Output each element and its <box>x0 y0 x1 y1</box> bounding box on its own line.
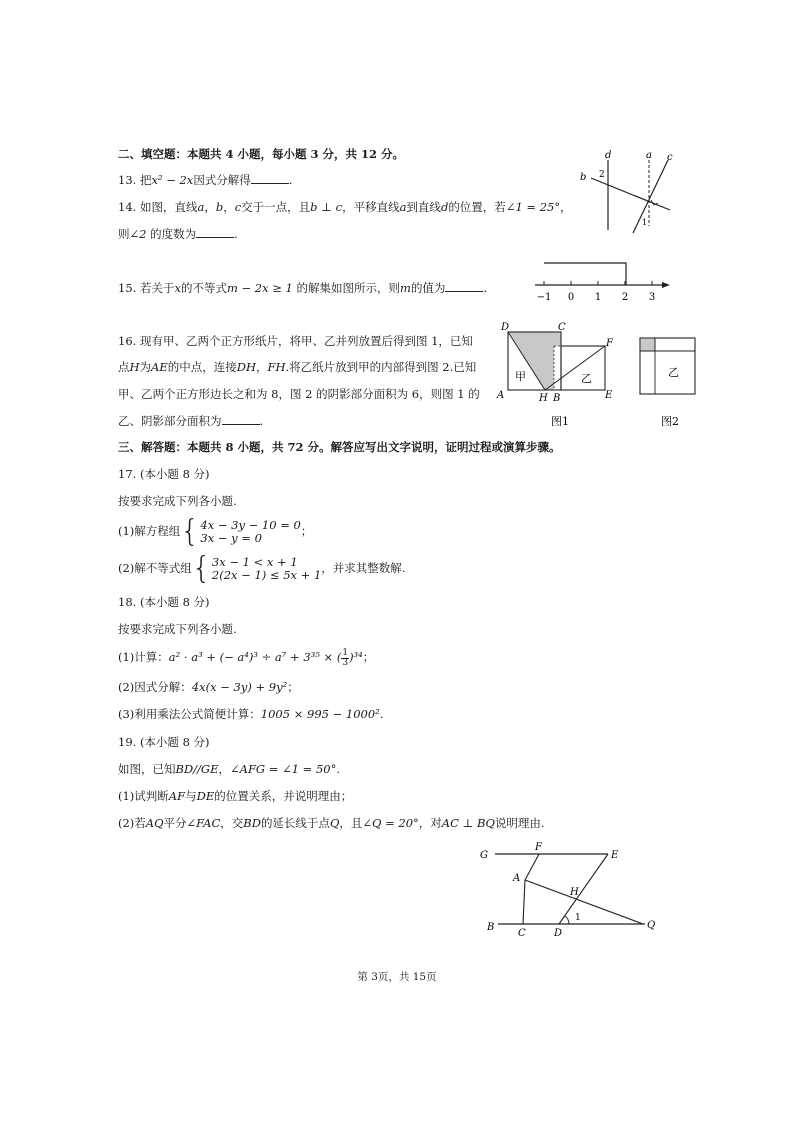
label-C: C <box>518 928 526 938</box>
inequality-system: { 3x − 1 < x + 1 2(2x − 1) ≤ 5x + 1 <box>191 551 322 586</box>
label-d: d <box>605 150 612 161</box>
label-D: D <box>501 322 510 333</box>
label-angle-1: 1 <box>575 913 581 923</box>
label-E: E <box>605 390 613 401</box>
page-footer: 第 3页，共 15页 <box>357 971 437 983</box>
answer-blank-16[interactable] <box>222 413 260 425</box>
answer-blank-13[interactable] <box>251 172 289 184</box>
question-14-line-2: 则∠2 的度数为 . <box>118 227 238 241</box>
question-19-heading: 19. (本小题 8 分) <box>118 735 210 749</box>
shaded-corner <box>640 338 655 351</box>
question-18-part-3: (3)利用乘法公式简便计算：1005 × 995 − 1000². <box>118 707 384 721</box>
label-yi: 乙 <box>581 372 592 385</box>
question-19-part-2: (2)若AQ平分∠FAC，交BD的延长线于点Q，且∠Q = 20°，对AC ⊥ BQ说明理由. <box>118 816 545 830</box>
angle-1-arc <box>565 916 569 924</box>
fraction-one-third: $\frac{1}{3}$ <box>342 647 349 668</box>
caption-fig1: 图1 <box>551 415 569 428</box>
label-D: D <box>554 928 563 938</box>
question-18-intro: 按要求完成下列各小题. <box>118 622 237 636</box>
label-Q: Q <box>647 920 656 931</box>
segment-AQ <box>525 880 643 924</box>
question-16-line-2: 点H为AE的中点，连接DH，FH.将乙纸片放到甲的内部得到图 2.已知 <box>118 360 477 374</box>
question-19-given: 如图，已知BD//GE，∠AFG = ∠1 = 50°. <box>118 762 341 776</box>
axis-arrow <box>662 282 670 288</box>
label-F: F <box>535 842 542 853</box>
answer-blank-14[interactable] <box>196 226 234 238</box>
figure-q19 <box>473 838 663 938</box>
label-E: E <box>611 850 619 861</box>
figure-q14-lines <box>575 148 680 238</box>
figure-q15-number-line <box>530 255 675 305</box>
section-2-title: 二、填空题：本题共 4 小题，每小题 3 分，共 12 分。 <box>118 147 405 161</box>
solution-bracket <box>544 263 626 285</box>
question-17-intro: 按要求完成下列各小题. <box>118 494 237 508</box>
label-yi-fig2: 乙 <box>668 366 679 379</box>
label-angle-2: 2 <box>599 170 605 180</box>
label-c: c <box>667 152 673 163</box>
answer-blank-15[interactable] <box>445 280 483 292</box>
line-b <box>591 178 670 210</box>
label-H: H <box>570 887 579 898</box>
question-17-part-1: (1)解方程组 { 4x − 3y − 10 = 0 3x − y = 0 ； <box>118 514 313 549</box>
segment-AC <box>523 880 525 924</box>
label-B: B <box>487 922 495 933</box>
question-13: 13. 把x² − 2x因式分解得 . <box>118 173 293 187</box>
label-jia: 甲 <box>515 370 526 383</box>
question-16-line-1: 16. 现有甲、乙两个正方形纸片，将甲、乙并列放置后得到图 1，已知 <box>118 334 473 348</box>
tick-label: 3 <box>648 292 656 303</box>
label-H: H <box>539 393 548 404</box>
question-16-line-4: 乙、阴影部分面积为 . <box>118 414 264 428</box>
question-18-heading: 18. (本小题 8 分) <box>118 595 210 609</box>
question-14-line-1: 14. 如图，直线a，b，c交于一点，且b ⊥ c，平移直线a到直线d的位置，若∠1 = 25°， <box>118 200 572 214</box>
label-G: G <box>480 850 488 861</box>
question-17-part-2: (2)解不等式组 { 3x − 1 < x + 1 2(2x − 1) ≤ 5x + 1 ，并求其整数解. <box>118 551 406 586</box>
section-3-title: 三、解答题：本题共 8 小题，共 72 分。解答应写出文字说明，证明过程或演算步骤。 <box>118 440 561 454</box>
question-16-line-3: 甲、乙两个正方形边长之和为 8，图 2 的阴影部分面积为 6，则图 1 的 <box>118 387 480 401</box>
caption-fig2: 图2 <box>661 415 679 428</box>
label-A: A <box>513 873 521 884</box>
figure-q16-fig1 <box>493 318 623 430</box>
label-b: b <box>580 172 587 183</box>
figure-q16-fig2 <box>635 330 700 430</box>
segment-FA <box>525 854 539 880</box>
label-a: a <box>646 150 652 161</box>
label-angle-1: 1 <box>642 218 648 227</box>
equation-system: { 4x − 3y − 10 = 0 3x − y = 0 <box>180 514 301 549</box>
tick-group <box>537 281 656 303</box>
question-18-part-2: (2)因式分解：4x(x − 3y) + 9y²； <box>118 680 299 694</box>
question-19-part-1: (1)试判断AF与DE的位置关系，并说明理由； <box>118 789 353 803</box>
question-18-part-1: (1)计算：a² · a³ + (− a⁴)³ ÷ a⁷ + 3³⁵ × ( $\frac{1}{3}$ )³⁴； <box>118 647 375 668</box>
segment-ED <box>559 854 608 924</box>
tick-label: 0 <box>567 292 575 303</box>
label-F: F <box>606 338 613 349</box>
question-15: 15. 若关于x的不等式m − 2x ≥ 1 的解集如图所示，则m的值为 . <box>118 281 488 295</box>
label-C: C <box>558 322 566 333</box>
question-17-heading: 17. (本小题 8 分) <box>118 467 210 481</box>
tick-label: 2 <box>621 292 629 303</box>
label-A: A <box>497 390 505 401</box>
label-B: B <box>553 393 561 404</box>
tick-label: −1 <box>536 292 552 303</box>
tick-label: 1 <box>594 292 602 303</box>
